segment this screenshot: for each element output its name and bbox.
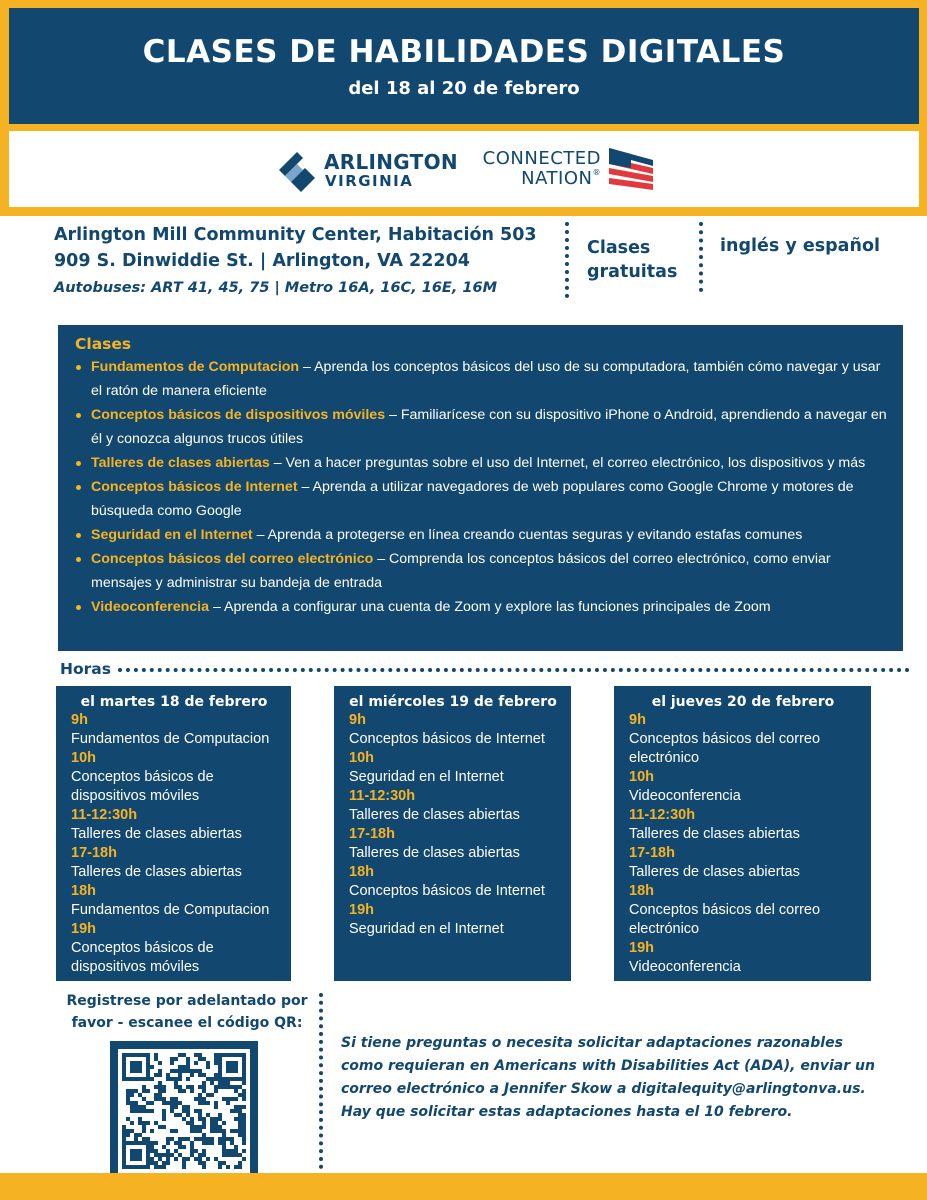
- class-name: Conceptos básicos de Internet: [91, 479, 298, 495]
- connected-line2: [521, 168, 601, 189]
- free-classes-label: [587, 236, 677, 284]
- qr-code-icon: [118, 1049, 250, 1173]
- class-desc: – Aprenda a configurar una cuenta de Zoom y explore las funciones principales de Zoom: [209, 599, 771, 615]
- slot-class: Videoconferencia: [629, 788, 741, 804]
- logo-band: [9, 131, 919, 207]
- classes-panel: [58, 325, 903, 651]
- slot-time: 9h: [629, 712, 646, 728]
- slot-class: Fundamentos de Computacion: [71, 902, 270, 918]
- slot-class: Talleres de clases abiertas: [629, 864, 800, 880]
- slot-time: 11-12:30h: [349, 788, 416, 804]
- day-card-wednesday: [334, 686, 571, 981]
- slot-class: Conceptos básicos de dispositivos móviles: [71, 940, 214, 975]
- hours-dotted-rule: [118, 668, 910, 672]
- slot-class: Conceptos básicos del correo electrónico: [629, 731, 821, 766]
- flyer-date-range: del 18 al 20 de febrero: [348, 78, 580, 99]
- bus-routes: Autobuses: ART 41, 45, 75 | Metro 16A, 16C, 16E, 16M: [54, 280, 498, 296]
- class-name: Videoconferencia: [91, 599, 210, 615]
- connected-nation-flag-icon: [607, 146, 655, 194]
- class-name: Conceptos básicos de dispositivos móviles: [91, 407, 386, 423]
- arlington-mark-icon: [277, 148, 317, 192]
- slot-time: 17-18h: [71, 845, 117, 861]
- languages-label: inglés y español: [720, 236, 880, 256]
- slot-time: 10h: [71, 750, 96, 766]
- class-name: Fundamentos de Computacion: [91, 359, 300, 375]
- slot-class: Talleres de clases abiertas: [71, 826, 242, 842]
- slot-class: Talleres de clases abiertas: [349, 845, 520, 861]
- free-line2: gratuitas: [587, 262, 678, 282]
- class-item: [75, 547, 891, 595]
- venue-address: 909 S. Dinwiddie St. | Arlington, VA 22204: [54, 251, 470, 271]
- venue-block: [54, 222, 537, 296]
- footer-bar: [0, 1173, 927, 1200]
- class-name: Talleres de clases abiertas: [91, 455, 270, 471]
- day-title: el martes 18 de febrero: [80, 694, 268, 710]
- slot-class: Conceptos básicos de Internet: [349, 731, 545, 747]
- arlington-logo: [277, 148, 467, 192]
- venue-name: Arlington Mill Community Center, Habitación 503: [54, 225, 537, 245]
- registration-qr-code[interactable]: [110, 1041, 258, 1189]
- arlington-sub: VIRGINIA: [325, 172, 414, 190]
- slot-time: 18h: [629, 883, 654, 899]
- connected-line1: CONNECTED: [482, 148, 601, 169]
- slot-class: Talleres de clases abiertas: [629, 826, 800, 842]
- class-item: [75, 595, 891, 619]
- dotted-divider-2: [699, 222, 703, 292]
- slot-time: 19h: [349, 902, 374, 918]
- flyer-header: [9, 8, 919, 124]
- connected-line2-text: NATION: [521, 168, 593, 189]
- slot-class: Seguridad en el Internet: [349, 769, 504, 785]
- classes-list: [75, 355, 891, 619]
- slot-time: 18h: [71, 883, 96, 899]
- arlington-name: ARLINGTON: [324, 150, 458, 174]
- free-line1: Clases: [587, 238, 651, 258]
- class-name: Conceptos básicos del correo electrónico: [91, 551, 374, 567]
- slot-time: 17-18h: [349, 826, 395, 842]
- slot-time: 18h: [349, 864, 374, 880]
- slot-class: Fundamentos de Computacion: [71, 731, 270, 747]
- slot-time: 9h: [349, 712, 366, 728]
- slot-class: Talleres de clases abiertas: [71, 864, 242, 880]
- ada-notice: Si tiene preguntas o necesita solicitar adaptaciones razonables como requieran en Americans with Disabilities Act (ADA), enviar un correo electrónico a Jennifer Skow a digitalequity@arlingtonva.us. Hay que solicitar estas adaptaciones hasta el 10 febrero.: [341, 1035, 875, 1120]
- slot-time: 10h: [629, 769, 654, 785]
- classes-title: Clases: [75, 335, 132, 353]
- slot-time: 10h: [349, 750, 374, 766]
- connected-nation-logo: [475, 146, 655, 194]
- slot-time: 11-12:30h: [629, 807, 696, 823]
- class-desc: – Familiarícese con su dispositivo iPhone o Android, aprendiendo a navegar en él y conozca algunos trucos útiles: [91, 407, 887, 447]
- slot-time: 11-12:30h: [71, 807, 138, 823]
- slot-class: Conceptos básicos de Internet: [349, 883, 545, 899]
- class-item: [75, 523, 891, 547]
- class-name: Seguridad en el Internet: [91, 527, 253, 543]
- class-desc: – Ven a hacer preguntas sobre el uso del Internet, el correo electrónico, los dispositivos y más: [269, 455, 866, 471]
- class-desc: – Aprenda a protegerse en línea creando cuentas seguras y evitando estafas comunes: [252, 527, 803, 543]
- slot-time: 9h: [71, 712, 88, 728]
- slot-class: Seguridad en el Internet: [349, 921, 504, 937]
- class-desc: – Aprenda a utilizar navegadores de web populares como Google Chrome y motores de búsqueda como Google: [91, 479, 854, 519]
- slot-time: 17-18h: [629, 845, 675, 861]
- dotted-divider-1: [565, 222, 569, 298]
- hours-label: Horas: [60, 660, 111, 678]
- register-instructions: Registrese por adelantado por favor - escanee el código QR:: [66, 993, 308, 1031]
- class-item: [75, 475, 891, 523]
- registered-mark: ®: [592, 168, 601, 177]
- dotted-divider-3: [319, 993, 323, 1169]
- day-title: el jueves 20 de febrero: [651, 694, 835, 710]
- class-desc: – Aprenda los conceptos básicos del uso de su computadora, también cómo navegar y usar el ratón de manera eficiente: [91, 359, 881, 399]
- class-item: [75, 355, 891, 403]
- slot-class: Conceptos básicos de dispositivos móviles: [71, 769, 214, 804]
- slot-class: Conceptos básicos del correo electrónico: [629, 902, 821, 937]
- class-item: [75, 403, 891, 451]
- slot-class: Videoconferencia: [629, 959, 741, 975]
- day-card-tuesday: [56, 686, 291, 981]
- slot-class: Talleres de clases abiertas: [349, 807, 520, 823]
- slot-time: 19h: [629, 940, 654, 956]
- day-title: el miércoles 19 de febrero: [349, 694, 557, 710]
- slot-time: 19h: [71, 921, 96, 937]
- day-card-thursday: [614, 686, 871, 981]
- class-desc: – Comprenda los conceptos básicos del correo electrónico, como enviar mensajes y administrar su bandeja de entrada: [91, 551, 831, 591]
- flyer-title: CLASES DE HABILIDADES DIGITALES: [142, 34, 786, 70]
- class-item: [75, 451, 891, 475]
